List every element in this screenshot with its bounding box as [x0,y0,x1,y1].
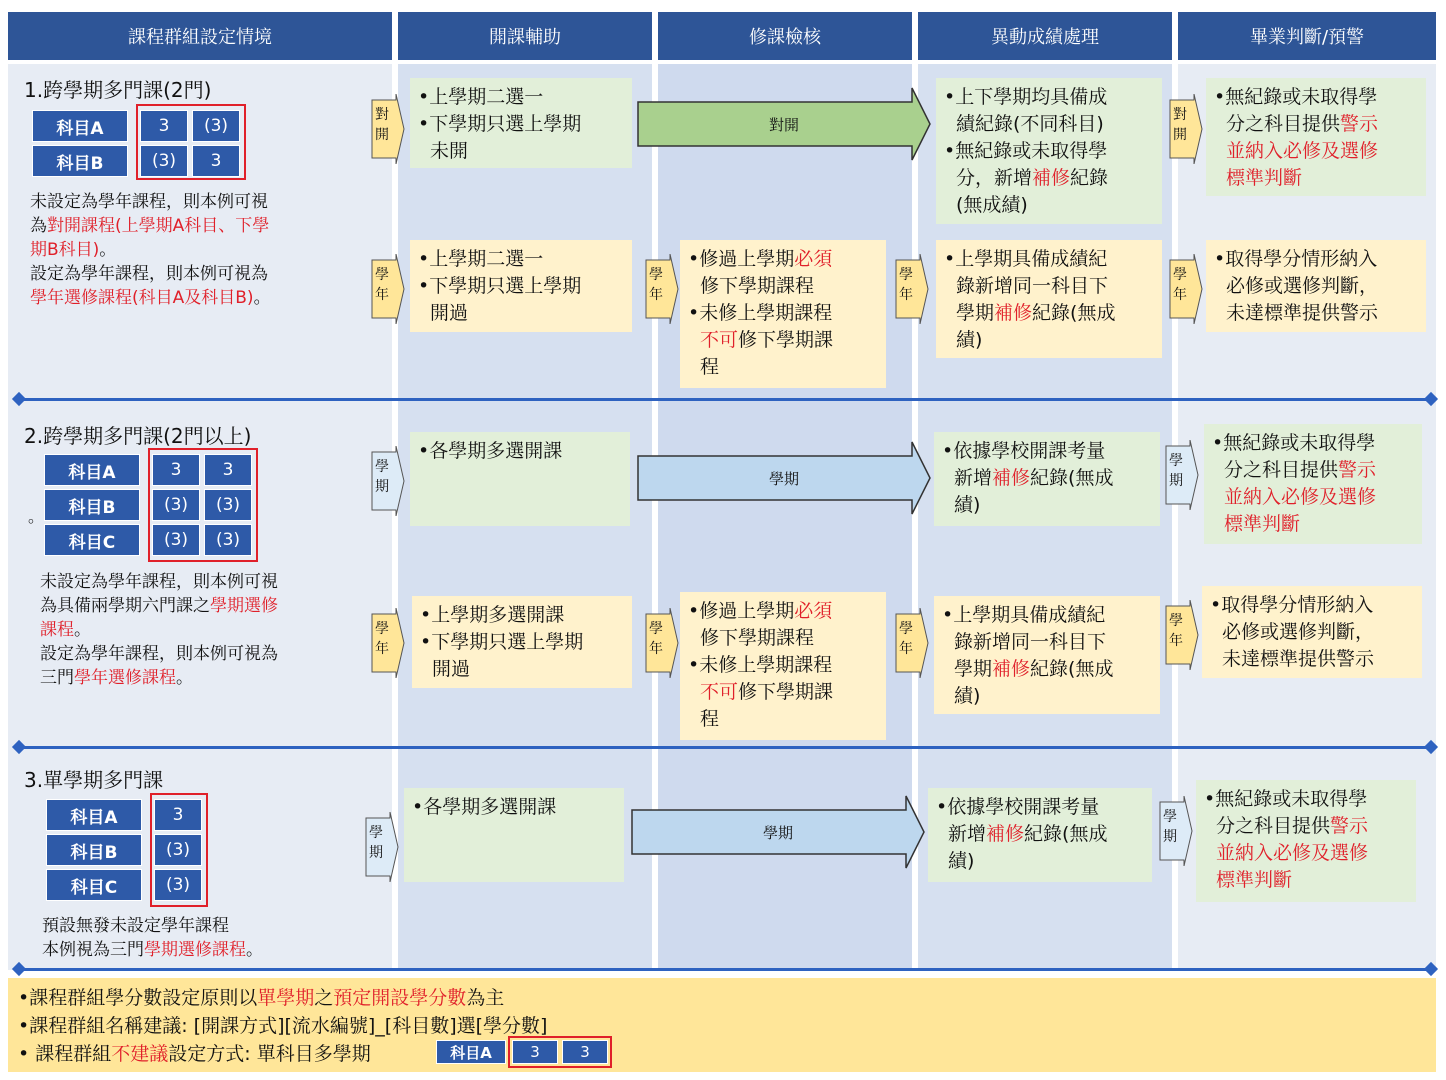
course-check-box: • 修過上學期必須 修下學期課程 • 未修上學期課程 不可修下學期課 程 [680,240,886,388]
header-graduation: 畢業判斷/預警 [1178,12,1436,60]
xueqi-arrow: 學期 [636,440,932,516]
credit-cell: (3) [154,834,202,866]
credit-highlight-box [150,793,208,907]
credit-cell: 3 [204,454,252,486]
xueqi-arrow: 學期 [630,794,926,870]
xueqi-tag: 學期 [370,446,406,516]
graduation-box: • 取得學分情形納入 必修或選修判斷， 未達標準提供警示 [1206,240,1426,332]
credit-cell: 3 [154,799,202,831]
section-2-note: 未設定為學年課程，則本例可視 為具備兩學期六門課之學期選修 課程。 設定為學年課程，則本例可視為 三門學年選修課程。 [40,572,278,688]
section-3-title: 3.單學期多門課 [24,768,164,792]
header-course-check: 修課檢核 [658,12,912,60]
grade-change-box: • 上下學期均具備成 績紀錄(不同科目) • 無紀錄或未取得學 分，新增補修紀錄 (無成績) [936,78,1162,224]
footer-line-1: • 課程群組學分數設定原則以單學期之預定開設學分數為主 [18,984,1426,1012]
footer-line-2: • 課程群組名稱建議: [開課方式][流水編號]_[科目數]選[學分數] [18,1012,1426,1040]
header-grade-change: 異動成績處理 [918,12,1172,60]
subject-a: 科目A [46,799,142,831]
subject-a: 科目A [44,454,140,486]
credit-cell: (3) [152,524,200,556]
grade-change-box: • 上學期具備成績紀 錄新增同一科目下 學期補修紀錄(無成 績) [934,596,1160,714]
footer-credit-cell: 3 [512,1040,558,1064]
credit-highlight-box [136,104,246,180]
graduation-box: • 無紀錄或未取得學 分之科目提供警示 並納入必修及選修 標準判斷 [1204,424,1422,544]
section-divider [18,968,1436,971]
xueqi-tag: 學期 [1164,440,1200,510]
duikai-arrow: 對開 [636,86,932,162]
header-scenario: 課程群組設定情境 [8,12,392,60]
section-3-note: 預設無發未設定學年課程 本例視為三門學期選修課程。 [42,916,263,960]
xuenian-tag: 學年 [644,608,680,678]
xuenian-tag: 學年 [370,608,406,678]
section-1-note: 未設定為學年課程，則本例可視 為對開課程(上學期A科目、下學 期B科目)。 設定為學年課程，則本例可視為 學年選修課程(科目A及科目B)。 [30,192,271,308]
grade-change-box: • 依據學校開課考量 新增補修紀錄(無成 績) [928,788,1152,882]
footer-line-3: • 課程群組不建議設定方式: 單科目多學期 [18,1040,1426,1068]
credit-cell: 3 [140,110,188,142]
xueqi-tag: 學期 [1158,796,1194,866]
footer-credit-cell: 3 [562,1040,608,1064]
xuenian-tag: 學年 [1164,600,1200,670]
subject-a: 科目A [32,110,128,142]
subject-b: 科目B [46,834,142,866]
graduation-box: • 無紀錄或未取得學 分之科目提供警示 並納入必修及選修 標準判斷 [1196,780,1416,902]
footer-subject-a: 科目A [436,1040,506,1064]
open-assist-box: • 各學期多選開課 [404,788,624,882]
subject-c: 科目C [44,524,140,556]
xuenian-tag: 學年 [894,608,930,678]
credit-cell: (3) [204,524,252,556]
xuenian-tag: 學年 [1168,254,1204,324]
credit-highlight-box [148,448,258,562]
section-1-title: 1.跨學期多門課(2門) [24,78,212,102]
duikai-tag: 對開 [1168,94,1204,164]
grade-change-box: • 依據學校開課考量 新增補修紀錄(無成 績) [934,432,1160,526]
footer-notes [8,978,1436,1072]
open-assist-box: • 上學期二選一 • 下學期只選上學期 開過 [410,240,632,332]
credit-cell: (3) [192,110,240,142]
section-2-title: 2.跨學期多門課(2門以上) [24,424,252,448]
graduation-box: • 無紀錄或未取得學 分之科目提供警示 並納入必修及選修 標準判斷 [1206,78,1426,196]
credit-cell: 3 [192,145,240,177]
credit-cell: (3) [140,145,188,177]
credit-cell: (3) [154,869,202,901]
credit-cell: (3) [152,489,200,521]
grade-change-box: • 上學期具備成績紀 錄新增同一科目下 學期補修紀錄(無成 績) [936,240,1162,358]
section-divider [18,398,1436,401]
subject-b: 科目B [44,489,140,521]
xuenian-tag: 學年 [370,254,406,324]
header-open-assist: 開課輔助 [398,12,652,60]
course-check-box: • 修過上學期必須 修下學期課程 • 未修上學期課程 不可修下學期課 程 [680,592,886,740]
xuenian-tag: 學年 [644,254,680,324]
stray-period: 。 [28,507,45,526]
open-assist-box: • 上學期二選一 • 下學期只選上學期 未開 [410,78,632,168]
credit-cell: (3) [204,489,252,521]
duikai-tag: 對開 [370,94,406,164]
subject-c: 科目C [46,869,142,901]
graduation-box: • 取得學分情形納入 必修或選修判斷， 未達標準提供警示 [1202,586,1422,678]
xueqi-tag: 學期 [364,812,400,882]
xuenian-tag: 學年 [894,254,930,324]
open-assist-box: • 各學期多選開課 [410,432,630,526]
subject-b: 科目B [32,145,128,177]
section-divider [18,746,1436,749]
open-assist-box: • 上學期多選開課 • 下學期只選上學期 開過 [412,596,632,688]
footer-highlight-box [508,1036,612,1068]
credit-cell: 3 [152,454,200,486]
